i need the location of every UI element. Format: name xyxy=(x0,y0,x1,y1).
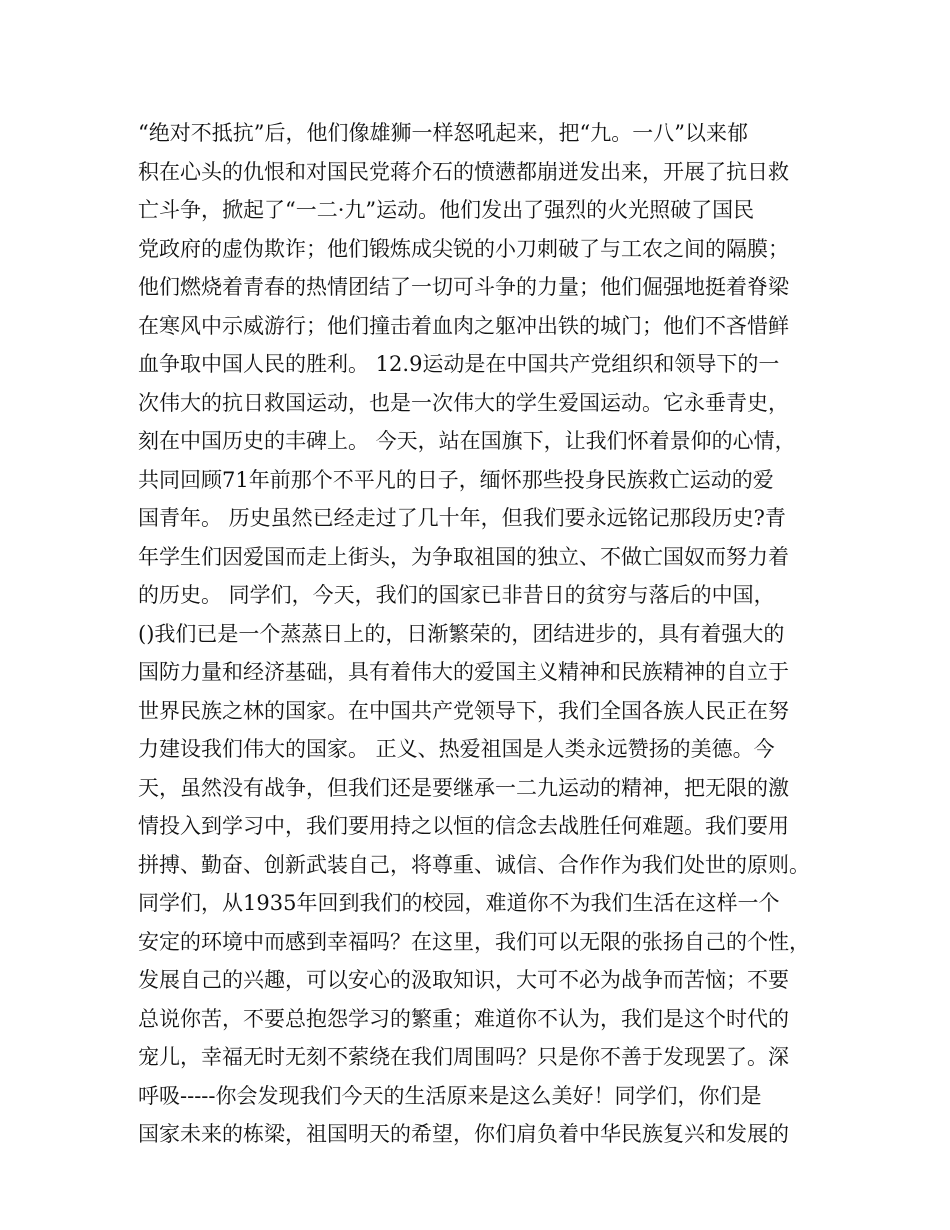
text-line: 国青年。 历史虽然已经走过了几十年，但我们要永远铭记那段历史?青 xyxy=(138,506,786,530)
text-line: 总说你苦，不要总抱怨学习的繁重；难道你不认为，我们是这个时代的 xyxy=(138,1006,789,1031)
text-line: 宠儿，幸福无时无刻不萦绕在我们周围吗？只是你不善于发现罢了。深 xyxy=(138,1045,789,1069)
text-line: 年学生们因爱国而走上街头，为争取祖国的独立、不做亡国奴而努力着 xyxy=(138,544,789,569)
text-line: 天，虽然没有战争，但我们还是要继承一二九运动的精神，把无限的激 xyxy=(138,775,789,800)
body-text xyxy=(138,114,828,1154)
text-line: 积在心头的仇恨和对国民党蒋介石的愤懑都崩迸发出来，开展了抗日救 xyxy=(138,159,789,184)
text-line: 党政府的虚伪欺诈；他们锻炼成尖锐的小刀刺破了与工农之间的隔膜； xyxy=(138,236,789,261)
text-line: 发展自己的兴趣，可以安心的汲取知识，大可不必为战争而苦恼；不要 xyxy=(138,968,789,992)
text-line: 亡斗争，掀起了“一二·九”运动。他们发出了强烈的火光照破了国民 xyxy=(138,198,755,222)
text-line: 的历史。 同学们，今天，我们的国家已非昔日的贫穷与落后的中国， xyxy=(138,583,775,607)
text-line: ()我们已是一个蒸蒸日上的，日渐繁荣的，团结进步的，具有着强大的 xyxy=(138,621,785,646)
text-line: 世界民族之林的国家。在中国共产党领导下，我们全国各族人民正在努 xyxy=(138,698,789,723)
text-line: 国家未来的栋梁，祖国明天的希望，你们肩负着中华民族复兴和发展的 xyxy=(138,1122,789,1146)
text-line: 情投入到学习中，我们要用持之以恒的信念去战胜任何难题。我们要用 xyxy=(138,814,789,838)
text-line: “绝对不抵抗”后，他们像雄狮一样怒吼起来，把“九。一八”以来郁 xyxy=(138,121,748,145)
text-line: 次伟大的抗日救国运动，也是一次伟大的学生爱国运动。它永垂青史， xyxy=(138,390,789,415)
text-line: 力建设我们伟大的国家。 正义、热爱祖国是人类永远赞扬的美德。今 xyxy=(138,737,775,761)
text-line: 国防力量和经济基础，具有着伟大的爱国主义精神和民族精神的自立于 xyxy=(138,660,789,684)
text-line: 刻在中国历史的丰碑上。 今天，站在国旗下，让我们怀着景仰的心情， xyxy=(138,429,796,453)
text-line: 共同回顾71年前那个不平凡的日子，缅怀那些投身民族救亡运动的爱 xyxy=(138,467,774,492)
text-line: 呼吸-----你会发现我们今天的生活原来是这么美好！同学们，你们是 xyxy=(138,1083,762,1108)
text-line: 拼搏、勤奋、创新武装自己，将尊重、诚信、合作作为我们处世的原则。 xyxy=(138,852,810,877)
text-line: 安定的环境中而感到幸福吗？在这里，我们可以无限的张扬自己的个性， xyxy=(138,929,810,954)
text-line: 在寒风中示威游行；他们撞击着血肉之躯冲出铁的城门；他们不吝惜鲜 xyxy=(138,313,789,338)
text-line: 血争取中国人民的胜利。 12.9运动是在中国共产党组织和领导下的一 xyxy=(138,352,780,376)
text-line: 同学们，从1935年回到我们的校园，难道你不为我们生活在这样一个 xyxy=(138,891,780,915)
text-line: 他们燃烧着青春的热情团结了一切可斗争的力量；他们倔强地挺着脊梁 xyxy=(138,275,789,299)
